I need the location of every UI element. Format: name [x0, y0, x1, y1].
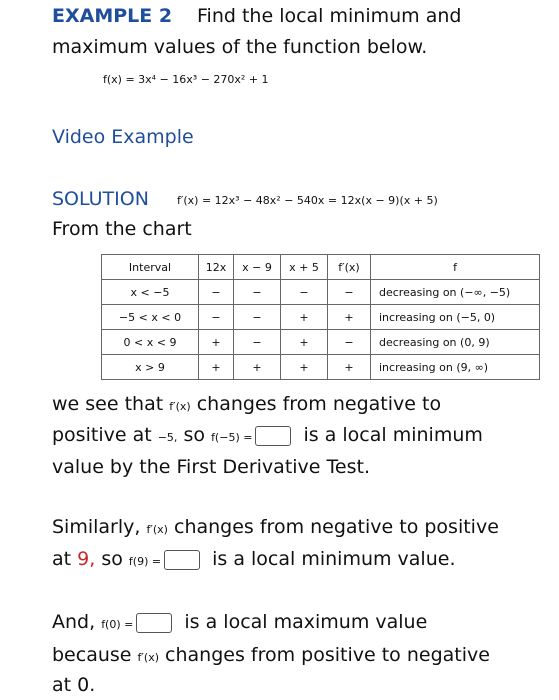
sign-cell: −	[281, 280, 328, 305]
answer-input-f-9[interactable]	[164, 550, 200, 570]
behavior-text: decreasing on	[379, 335, 457, 349]
sign-cell: −	[234, 330, 281, 355]
example-header	[52, 5, 172, 27]
sign-cell: +	[281, 305, 328, 330]
table-row	[102, 280, 540, 305]
sign-cell: −	[234, 305, 281, 330]
sign-cell: +	[281, 355, 328, 380]
sign-cell: −	[328, 280, 371, 305]
behavior-text: increasing on	[379, 360, 453, 374]
text: is a local minimum value.	[212, 548, 456, 570]
math-value: −5,	[157, 431, 178, 444]
paragraph3-line1	[52, 611, 427, 633]
sign-cell: −	[328, 330, 371, 355]
interval-cell: x > 9	[102, 355, 199, 380]
table-header-row	[102, 255, 540, 280]
behavior-cell	[371, 305, 540, 330]
text: changes from negative to	[196, 393, 442, 415]
behavior-cell	[371, 355, 540, 380]
sign-cell: −	[199, 280, 234, 305]
paragraph3-line3: at 0.	[52, 674, 96, 696]
paragraph1-line1	[52, 393, 441, 415]
text: we see that	[52, 393, 164, 415]
from-the-chart: From the chart	[52, 218, 192, 240]
table-row	[102, 330, 540, 355]
text: Similarly,	[52, 516, 141, 538]
sign-cell: −	[234, 280, 281, 305]
behavior-range: (−∞, −5)	[460, 285, 511, 299]
math-fprime: f′(x)	[137, 651, 159, 664]
header-f: f	[371, 255, 540, 280]
sign-cell: +	[199, 330, 234, 355]
math-f-0: f(0) =	[101, 618, 134, 631]
problem-prompt-line2: maximum values of the function below.	[52, 36, 428, 58]
behavior-range: (−5, 0)	[456, 310, 496, 324]
example-label: EXAMPLE 2	[52, 5, 173, 27]
table-row	[102, 305, 540, 330]
text: so	[101, 548, 123, 570]
interval-cell: x < −5	[102, 280, 199, 305]
paragraph3-line2	[52, 644, 490, 666]
behavior-range: (9, ∞)	[456, 360, 489, 374]
sign-cell: +	[234, 355, 281, 380]
math-fprime: f′(x)	[169, 400, 191, 413]
interval-cell: −5 < x < 0	[102, 305, 199, 330]
sign-cell: +	[199, 355, 234, 380]
answer-input-f-0[interactable]	[136, 613, 172, 633]
behavior-text: increasing on	[379, 310, 453, 324]
text: changes from negative to positive	[174, 516, 499, 538]
paragraph1-line2	[52, 424, 483, 446]
video-example-link[interactable]: Video Example	[52, 126, 194, 148]
critical-value: 9,	[77, 548, 96, 570]
behavior-text: decreasing on	[379, 285, 457, 299]
text: changes from positive to negative	[165, 644, 490, 666]
problem-prompt-line1: Find the local minimum and	[197, 5, 462, 27]
text: so	[183, 424, 206, 446]
behavior-range: (0, 9)	[460, 335, 490, 349]
math-f-neg5: f(−5) =	[211, 431, 253, 444]
sign-cell: +	[328, 305, 371, 330]
paragraph1-line3: value by the First Derivative Test.	[52, 456, 370, 478]
derivative-formula: f′(x) = 12x³ − 48x² − 540x = 12x(x − 9)(x + 5)	[177, 194, 438, 207]
header-x-minus-9: x − 9	[234, 255, 281, 280]
math-fprime: f′(x)	[146, 523, 168, 536]
text: positive at	[52, 424, 152, 446]
header-x-plus-5: x + 5	[281, 255, 328, 280]
text: And,	[52, 611, 96, 633]
header-fprime: f′(x)	[328, 255, 371, 280]
sign-cell: +	[281, 330, 328, 355]
behavior-cell	[371, 280, 540, 305]
function-definition: f(x) = 3x⁴ − 16x³ − 270x² + 1	[103, 73, 269, 86]
text: because	[52, 644, 132, 666]
header-12x: 12x	[199, 255, 234, 280]
sign-cell: +	[328, 355, 371, 380]
text: is a local maximum value	[184, 611, 428, 633]
sign-cell: −	[199, 305, 234, 330]
paragraph2-line1	[52, 516, 499, 538]
text: at	[52, 548, 72, 570]
solution-label: SOLUTION	[52, 188, 149, 210]
behavior-cell	[371, 330, 540, 355]
math-f-9: f(9) =	[128, 555, 162, 568]
header-interval: Interval	[102, 255, 199, 280]
paragraph2-line2	[52, 548, 455, 570]
table-row	[102, 355, 540, 380]
text: is a local minimum	[303, 424, 483, 446]
answer-input-f-neg5[interactable]	[255, 426, 291, 446]
sign-chart-table	[101, 254, 540, 380]
interval-cell: 0 < x < 9	[102, 330, 199, 355]
